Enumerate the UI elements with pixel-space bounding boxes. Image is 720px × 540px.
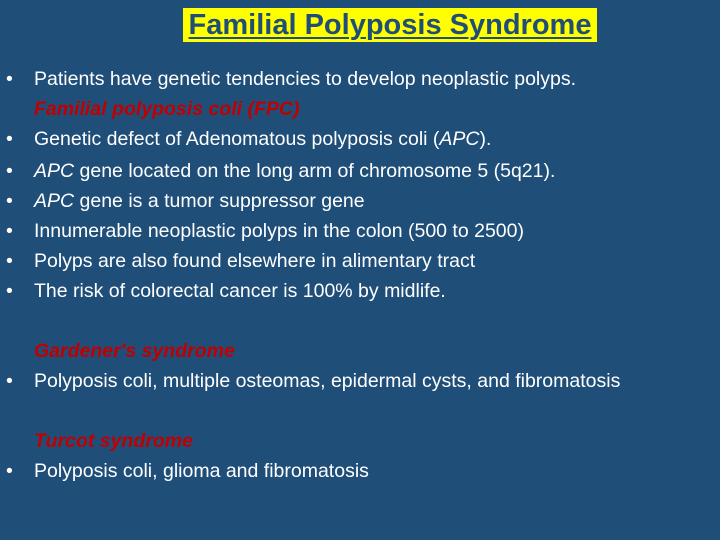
text-part: ). bbox=[479, 128, 492, 150]
bullet-marker: • bbox=[6, 250, 13, 272]
apc-gene-term: APC bbox=[34, 190, 75, 212]
text-part: Genetic defect of Adenomatous polyposis coli ( bbox=[34, 128, 440, 150]
turcot-heading: Turcot syndrome bbox=[34, 430, 193, 452]
line-text bbox=[34, 124, 491, 154]
apc-gene-term: APC bbox=[439, 128, 480, 150]
title-container bbox=[0, 8, 720, 42]
fpc-heading: Familial polyposis coli (FPC) bbox=[34, 98, 300, 120]
line-text: Innumerable neoplastic polyps in the colon (500 to 2500) bbox=[34, 220, 524, 242]
gardener-heading: Gardener's syndrome bbox=[34, 340, 235, 362]
line-text bbox=[34, 156, 555, 186]
line-text: Polyps are also found elsewhere in alimentary tract bbox=[34, 250, 476, 272]
line-text: Patients have genetic tendencies to develop neoplastic polyps. bbox=[34, 68, 577, 90]
text-part: gene located on the long arm of chromosome 5 (5q21). bbox=[74, 160, 556, 182]
line-text: Polyposis coli, glioma and fibromatosis bbox=[34, 460, 369, 482]
text-part: gene is a tumor suppressor gene bbox=[74, 190, 365, 212]
line-text bbox=[34, 186, 365, 216]
bullet-marker: • bbox=[6, 68, 13, 90]
line-text: Polyposis coli, multiple osteomas, epidermal cysts, and fibromatosis bbox=[34, 370, 621, 392]
apc-gene-term: APC bbox=[34, 160, 75, 182]
bullet-marker: • bbox=[6, 370, 13, 392]
bullet-marker: • bbox=[6, 280, 13, 302]
bullet-marker: • bbox=[6, 128, 13, 150]
bullet-marker: • bbox=[6, 160, 13, 182]
bullet-marker: • bbox=[6, 220, 13, 242]
line-text: The risk of colorectal cancer is 100% by midlife. bbox=[34, 280, 446, 302]
slide-title: Familial Polyposis Syndrome bbox=[183, 8, 598, 42]
bullet-marker: • bbox=[6, 460, 13, 482]
bullet-marker: • bbox=[6, 190, 13, 212]
